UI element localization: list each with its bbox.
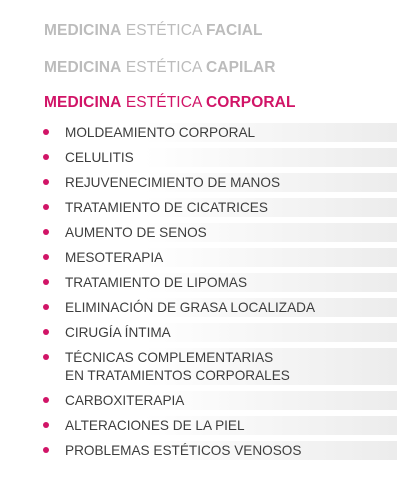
list-item-celulitis[interactable]: [36, 148, 397, 167]
corporal-treatments-list: [36, 123, 397, 466]
bullet-icon: [43, 397, 49, 403]
heading-strong-text: MEDICINA: [44, 59, 122, 76]
list-item-carboxiterapia[interactable]: [36, 391, 397, 410]
list-item-label: ALTERACIONES DE LA PIEL: [65, 418, 245, 433]
heading-light-text: ESTÉTICA: [125, 59, 202, 76]
heading-category-text: FACIAL: [206, 22, 263, 39]
list-item-label: PROBLEMAS ESTÉTICOS VENOSOS: [65, 443, 302, 458]
list-item-label: MESOTERAPIA: [65, 250, 164, 265]
heading-category-text: CAPILAR: [206, 59, 276, 76]
bullet-icon: [43, 422, 49, 428]
heading-light-text: ESTÉTICA: [125, 94, 202, 111]
list-item-label: MOLDEAMIENTO CORPORAL: [65, 125, 256, 140]
bullet-icon: [43, 204, 49, 210]
list-item-moldeamiento-corporal[interactable]: [36, 123, 397, 142]
heading-strong-text: MEDICINA: [44, 94, 122, 111]
list-item-label: TRATAMIENTO DE CICATRICES: [65, 200, 268, 215]
list-item-tecnicas-complementarias[interactable]: [36, 348, 397, 385]
list-item-alteraciones-de-la-piel[interactable]: [36, 416, 397, 435]
heading-medicina-estetica-facial[interactable]: [44, 21, 263, 41]
heading-light-text: ESTÉTICA: [125, 22, 202, 39]
list-item-label: TRATAMIENTO DE LIPOMAS: [65, 275, 248, 290]
heading-medicina-estetica-capilar[interactable]: [44, 58, 276, 78]
list-item-cirugia-intima[interactable]: [36, 323, 397, 342]
bullet-icon: [43, 354, 49, 360]
bullet-icon: [43, 279, 49, 285]
list-item-label: CARBOXITERAPIA: [65, 393, 185, 408]
list-item-label: REJUVENECIMIENTO DE MANOS: [65, 175, 281, 190]
heading-strong-text: MEDICINA: [44, 22, 122, 39]
list-item-aumento-de-senos[interactable]: [36, 223, 397, 242]
list-item-label: ELIMINACIÓN DE GRASA LOCALIZADA: [65, 300, 316, 315]
bullet-icon: [43, 447, 49, 453]
bullet-icon: [43, 179, 49, 185]
bullet-icon: [43, 129, 49, 135]
list-item-label: TÉCNICAS COMPLEMENTARIAS EN TRATAMIENTOS CORPORALES: [65, 350, 290, 383]
bullet-icon: [43, 254, 49, 260]
bullet-icon: [43, 154, 49, 160]
list-item-label: AUMENTO DE SENOS: [65, 225, 207, 240]
heading-medicina-estetica-corporal[interactable]: [44, 93, 296, 113]
list-item-problemas-esteticos-venosos[interactable]: [36, 441, 397, 460]
heading-category-text: CORPORAL: [206, 94, 296, 111]
list-item-label: CELULITIS: [65, 150, 134, 165]
list-item-tratamiento-de-lipomas[interactable]: [36, 273, 397, 292]
bullet-icon: [43, 229, 49, 235]
list-item-label: CIRUGÍA ÍNTIMA: [65, 325, 171, 340]
list-item-tratamiento-de-cicatrices[interactable]: [36, 198, 397, 217]
bullet-icon: [43, 329, 49, 335]
bullet-icon: [43, 304, 49, 310]
list-item-mesoterapia[interactable]: [36, 248, 397, 267]
list-item-rejuvenecimiento-de-manos[interactable]: [36, 173, 397, 192]
list-item-eliminacion-de-grasa-localizada[interactable]: [36, 298, 397, 317]
